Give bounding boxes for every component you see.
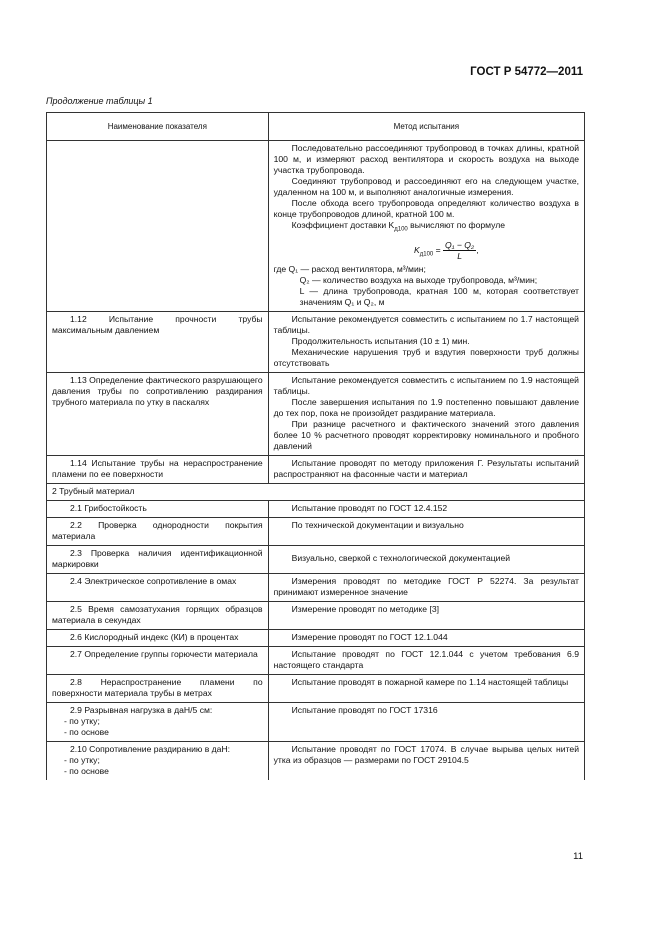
method-paragraph: Коэффициент доставки $K_{д100}$ вычисляют по формуле — [291, 220, 506, 233]
method-cell: Испытание проводят по ГОСТ 17316 — [268, 702, 584, 741]
standard-header: ГОСТ Р 54772—2011 — [470, 66, 583, 78]
method-paragraph: После обхода всего трубопровода определяют количество воздуха в конце трубопроводов длиной, кратной 100 м. — [273, 198, 579, 219]
table-row — [47, 500, 585, 517]
method-paragraph: Продолжительность испытания (10 ± 1) мин. — [291, 335, 470, 346]
table-row — [47, 702, 585, 741]
method-cell: По технической документации и визуально — [268, 517, 584, 545]
table-row — [47, 573, 585, 601]
indicator-cell: 2.8 Нераспространение пламени по поверхности материала трубы в метрах — [47, 674, 269, 702]
method-cell: Измерение проводят по ГОСТ 12.1.044 — [268, 629, 584, 646]
section-title: 2 Трубный материал — [47, 483, 585, 500]
indicator-cell: 2.4 Электрическое сопротивление в омах — [47, 573, 269, 601]
indicator-cell: 1.12 Испытание прочности трубы максимальным давлением — [47, 311, 269, 372]
method-cell: Испытание проводят в пожарной камере по 1.14 настоящей таблицы — [268, 674, 584, 702]
indicator-name: 2.9 Разрывная нагрузка в даН/5 см: — [70, 704, 213, 715]
table-row — [47, 646, 585, 674]
indicator-subitem: - по утку; — [64, 715, 100, 726]
method-paragraph: Соединяют трубопровод и рассоединяют его на следующем участке, удаленном на 100 м, и выполняют аналогичные измерения. — [273, 176, 579, 197]
formula-legend-q1: где Q₁ — расход вентилятора, м³/мин; — [273, 263, 426, 274]
method-cell — [268, 311, 584, 372]
method-paragraph: Механические нарушения труб и вздутия поверхности труб должны отсутствовать — [273, 346, 579, 368]
method-cell — [268, 372, 584, 455]
table-row — [47, 674, 585, 702]
method-paragraph: Испытание рекомендуется совместить с испытанием по 1.7 настоящей таблицы. — [273, 313, 579, 335]
table-row — [47, 545, 585, 573]
table-row — [47, 141, 585, 312]
indicator-cell: 1.13 Определение фактического разрушающего давления трубы по сопротивлению раздирания трубного материала по утку в паскалях — [47, 372, 269, 455]
delivery-coefficient-formula: $K_{д100}$ = $\frac{\text{Q₁ − Q₂}}{L}$ , — [414, 239, 479, 261]
indicator-cell: 2.5 Время самозатухания горящих образцов материала в секундах — [47, 601, 269, 629]
method-paragraph: Испытание проводят по методу приложения Г. Результаты испытаний распространяют на фасонные части и материал — [273, 457, 579, 479]
method-paragraph: Испытание рекомендуется совместить с испытанием по 1.9 настоящей таблицы. — [273, 374, 579, 396]
page-number: 11 — [573, 851, 583, 862]
indicator-cell: 2.3 Проверка наличия идентификационной маркировки — [47, 545, 269, 573]
col-header-method: Метод испытания — [268, 113, 584, 141]
method-cell: Измерение проводят по методике [3] — [268, 601, 584, 629]
method-paragraph: После завершения испытания по 1.9 постепенно повышают давление до тех пор, пока не произойдет раздирание материала. — [273, 396, 579, 418]
method-cell — [268, 141, 584, 312]
indicator-cell: 1.14 Испытание трубы на нераспространение пламени по ее поверхности — [47, 455, 269, 483]
table-header-row — [47, 113, 585, 141]
indicator-cell — [47, 741, 269, 780]
indicator-cell — [47, 141, 269, 312]
method-cell — [268, 455, 584, 483]
table-row — [47, 629, 585, 646]
indicator-cell — [47, 702, 269, 741]
table-row — [47, 517, 585, 545]
method-cell: Визуально, сверкой с технологической документацией — [268, 545, 584, 573]
table-row — [47, 455, 585, 483]
indicator-subitem: - по основе — [64, 726, 109, 737]
indicator-cell: 2.6 Кислородный индекс (КИ) в процентах — [47, 629, 269, 646]
indicator-cell: 2.7 Определение группы горючести материала — [47, 646, 269, 674]
indicator-name: 2.10 Сопротивление раздиранию в даН: — [70, 743, 231, 754]
method-cell: Испытание проводят по ГОСТ 12.1.044 с учетом требования 6.9 настоящего стандарта — [268, 646, 584, 674]
table-row — [47, 372, 585, 455]
method-cell: Испытание проводят по ГОСТ 12.4.152 — [268, 500, 584, 517]
method-paragraph: При разнице расчетного и фактического значений этого давления более 10 % расчетного проводят корректировку номинального и пробного давлений — [273, 418, 579, 451]
table-continuation-caption: Продолжение таблицы 1 — [46, 96, 153, 106]
method-paragraph: Последовательно рассоединяют трубопровод в точках длины, кратной 100 м, и измеряют расход вентилятора и скорость воздуха на выходе участка трубопровода. — [273, 143, 579, 175]
indicator-subitem: - по основе — [64, 765, 109, 776]
indicator-cell: 2.1 Грибостойкость — [47, 500, 269, 517]
method-cell: Испытание проводят по ГОСТ 17074. В случае вырыва целых нитей утка из образцов — размерами по ГОСТ 29104.5 — [268, 741, 584, 780]
formula-legend-q2: Q₂ — количество воздуха на выходе трубопровода, м³/мин; — [299, 274, 538, 285]
table-row — [47, 601, 585, 629]
indicator-subitem: - по утку; — [64, 754, 100, 765]
formula-legend-l: L — длина трубопровода, кратная 100 м, которая соответствует значениям Q₁ и Q₂, м — [299, 285, 579, 307]
table-row — [47, 741, 585, 780]
test-methods-table — [46, 112, 585, 780]
indicator-cell: 2.2 Проверка однородности покрытия материала — [47, 517, 269, 545]
table-row — [47, 311, 585, 372]
method-cell: Измерения проводят по методике ГОСТ Р 52274. За результат принимают измеренное значение — [268, 573, 584, 601]
section-row — [47, 483, 585, 500]
col-header-indicator: Наименование показателя — [47, 113, 269, 141]
